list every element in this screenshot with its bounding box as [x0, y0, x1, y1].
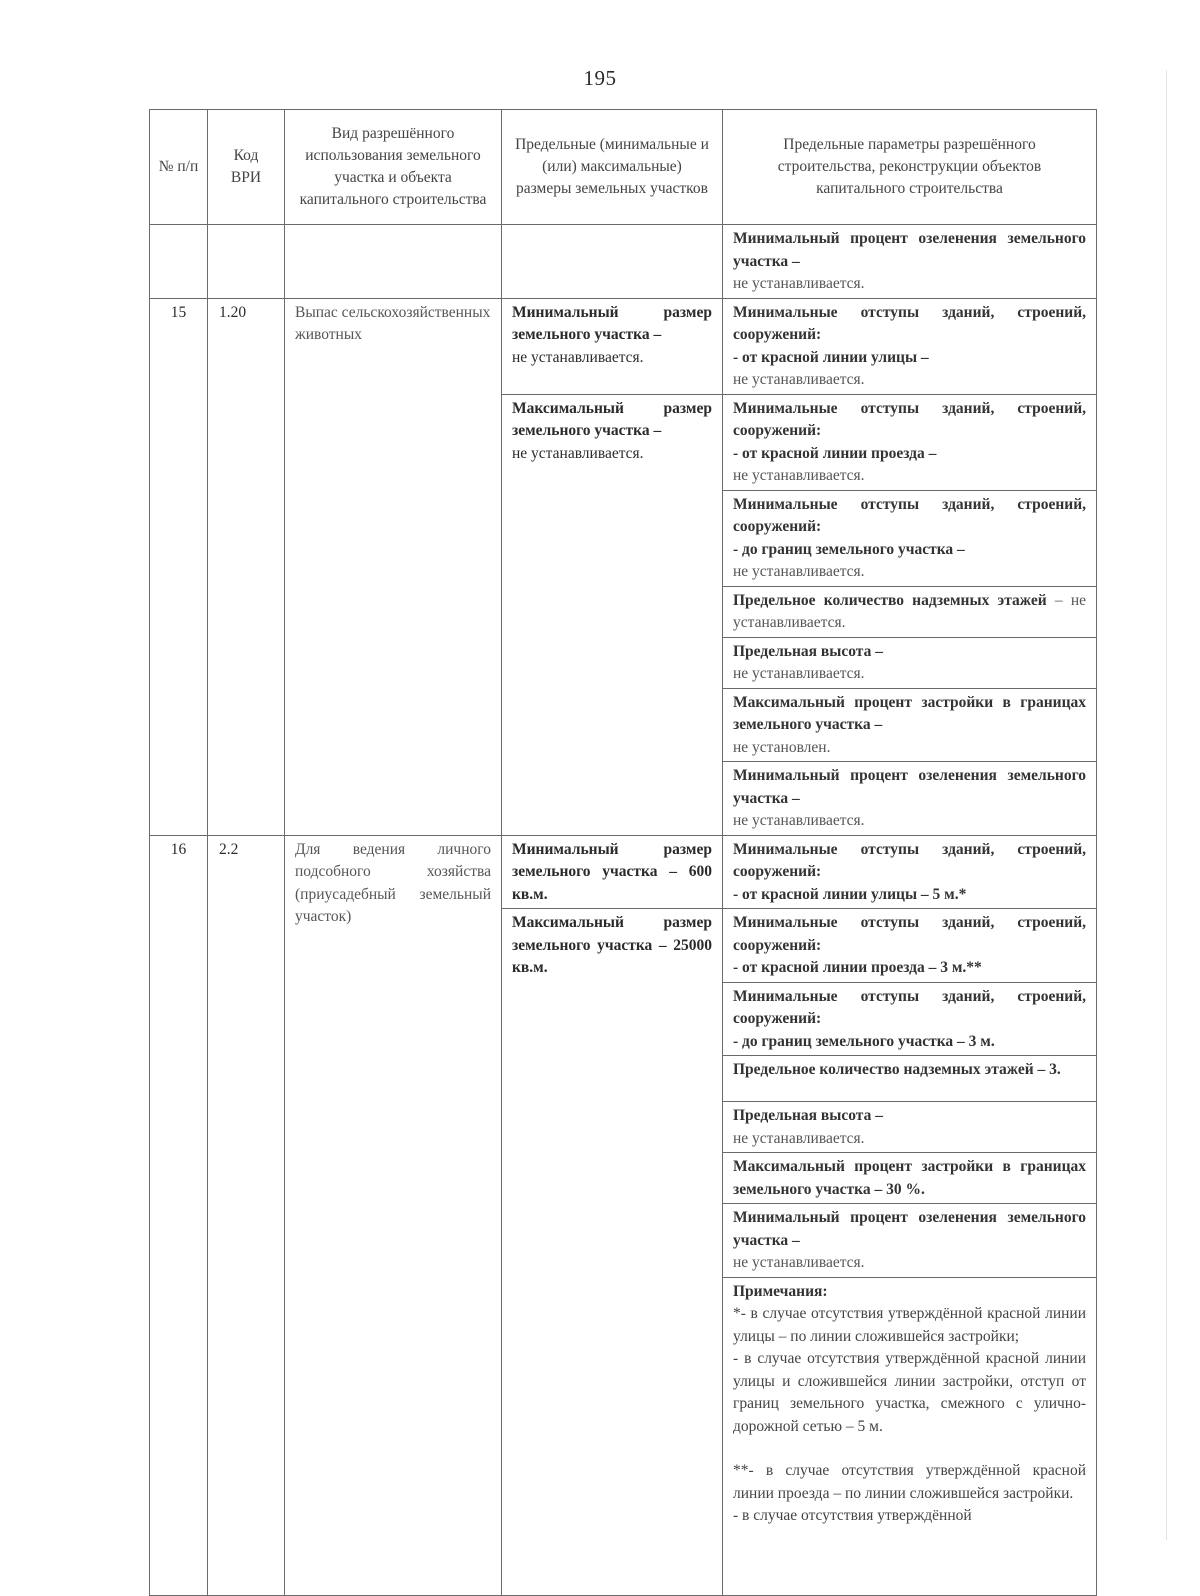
land-use-parameters-table — [149, 109, 1097, 1596]
page-number: 195 — [583, 66, 617, 90]
param-cell: Максимальный процент застройки в границах земельного участка – не установлен. — [723, 688, 1097, 762]
scan-edge-line — [1166, 70, 1167, 1540]
table-header-row — [150, 110, 1097, 225]
param-cell: Минимальный процент озеленения земельного участка – не устанавливается. — [723, 225, 1097, 299]
param-cell: Минимальный процент озеленения земельного участка – не устанавливается. — [723, 1204, 1097, 1278]
param-cell: Минимальные отступы зданий, строений, сооружений: - от красной линии улицы – не устанавливается. — [723, 298, 1097, 394]
param-cell: Минимальные отступы зданий, строений, сооружений: - от красной линии проезда – 3 м.** — [723, 909, 1097, 983]
min-size-cell: Минимальный размер земельного участка – не устанавливается. — [502, 298, 723, 394]
row-vri: Выпас сельскохозяйственных животных — [285, 298, 502, 835]
param-cell: Предельная высота – не устанавливается. — [723, 637, 1097, 688]
min-size-cell: Минимальный размер земельного участка – 600 кв.м. — [502, 835, 723, 909]
param-cell: Минимальные отступы зданий, строений, сооружений: - от красной линии улицы – 5 м.* — [723, 835, 1097, 909]
note-item: - в случае отсутствия утверждённой — [733, 1507, 972, 1524]
param-cell: Предельная высота – не устанавливается. — [723, 1102, 1097, 1153]
note-item: *- в случае отсутствия утверждённой красной линии улицы – по линии сложившейся застройки; — [733, 1305, 1086, 1345]
param-cell: Минимальные отступы зданий, строений, сооружений: - от красной линии проезда – не устанавливается. — [723, 394, 1097, 490]
table-row-continuation — [150, 225, 1097, 299]
row-vri: Для ведения личного подсобного хозяйства (приусадебный земельный участок) — [285, 835, 502, 1595]
header-number: № п/п — [150, 110, 208, 225]
max-size-cell: Максимальный размер земельного участка – 25000 кв.м. — [502, 909, 723, 1596]
row-code: 1.20 — [208, 298, 285, 835]
notes-cell — [723, 1277, 1097, 1595]
header-sizes: Предельные (минимальные и (или) максимальные) размеры земельных участков — [502, 110, 723, 225]
table-row-16 — [150, 835, 1097, 909]
param-cell: Минимальный процент озеленения земельного участка – не устанавливается. — [723, 762, 1097, 836]
max-size-cell: Максимальный размер земельного участка – не устанавливается. — [502, 394, 723, 835]
note-item: **- в случае отсутствия утверждённой красной линии проезда – по линии сложившейся застройки. — [733, 1462, 1086, 1502]
row-code: 2.2 — [208, 835, 285, 1595]
param-cell: Минимальные отступы зданий, строений, сооружений: - до границ земельного участка – 3 м. — [723, 982, 1097, 1056]
header-params: Предельные параметры разрешённого строительства, реконструкции объектов капитального строительства — [723, 110, 1097, 225]
notes-title: Примечания: — [733, 1282, 828, 1300]
row-number: 15 — [150, 298, 208, 835]
table-row-15 — [150, 298, 1097, 394]
param-cell: Предельное количество надземных этажей – не устанавливается. — [723, 586, 1097, 637]
param-cell: Минимальные отступы зданий, строений, сооружений: - до границ земельного участка – не устанавливается. — [723, 490, 1097, 586]
header-vri: Вид разрешённого использования земельного участка и объекта капитального строительства — [285, 110, 502, 225]
param-cell: Предельное количество надземных этажей – 3. — [723, 1056, 1097, 1102]
header-code: Код ВРИ — [208, 110, 285, 225]
param-cell: Максимальный процент застройки в границах земельного участка – 30 %. — [723, 1153, 1097, 1204]
row-number: 16 — [150, 835, 208, 1595]
note-item: - в случае отсутствия утверждённой красной линии улицы и сложившейся линии застройки, отступ от границ земельного участка, смежного с улично-дорожной сетью – 5 м. — [733, 1350, 1086, 1435]
